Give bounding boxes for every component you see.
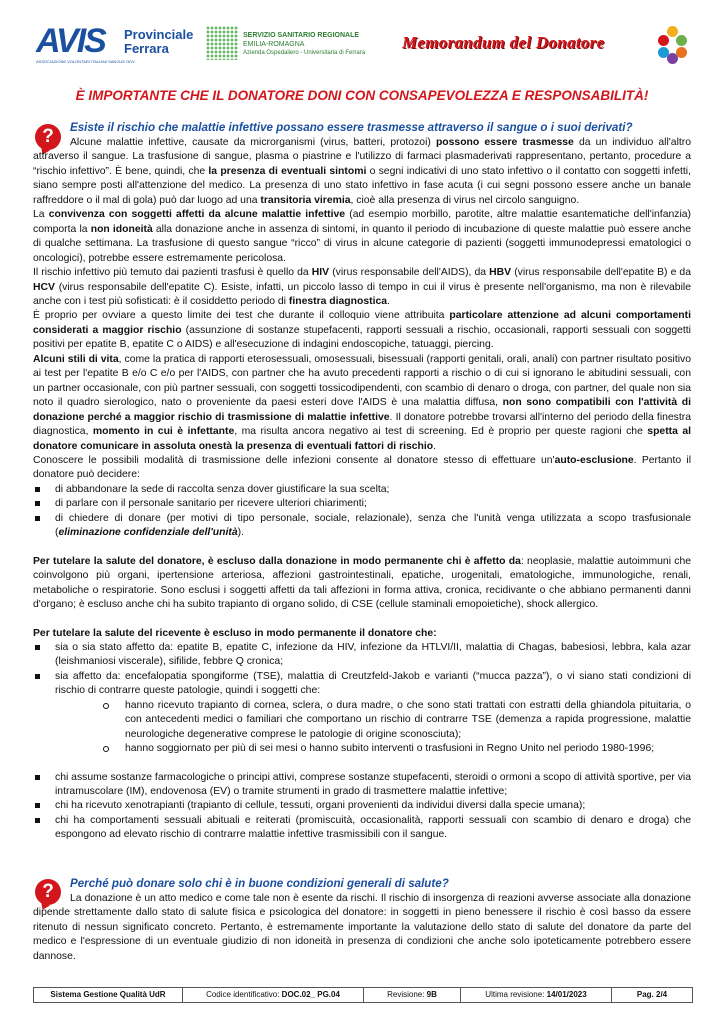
question-icon: ?	[35, 124, 61, 150]
memorandum-title: Memorandum del Donatore	[402, 33, 605, 52]
recipient-protection-heading: Per tutelare la salute del ricevente è escluso in modo permanente il donatore che:	[33, 627, 437, 639]
main-title: È IMPORTANTE CHE IL DONATORE DONI CON CONSAPEVOLEZZA E RESPONSABILITÀ!	[75, 88, 649, 103]
sublist-item: hanno soggiornato per più di sei mesi o hanno subito interventi o trasfusioni in Regno Unito nel periodo 1980-1996;	[103, 742, 691, 756]
avis-logo-text: AVIS	[36, 22, 105, 60]
tse-sublist	[55, 699, 691, 757]
footer-revision: Revisione: 9B	[364, 988, 461, 1002]
ssr-label	[243, 31, 365, 58]
paragraph-self-exclusion: Conoscere le possibili modalità di trasmissione delle infezioni consente al donatore stesso di effettuare un'auto-esclusione. Pertanto il donatore può decidere:	[33, 454, 692, 481]
avis-logo-subtitle: ASSOCIAZIONE VOLONTARI ITALIANI SANGUE ODV	[36, 59, 135, 64]
list-item: sia o sia stato affetto da: epatite B, epatite C, infezione da HIV, infezione da HTLVI/II, malattia di Chagas, babesiosi, lebbra, kala azar (leishmaniosi viscerale), sifilide, febbre Q cronica;	[33, 641, 691, 670]
footer-page-number: Pag. 2/4	[636, 990, 668, 999]
avis-provincial-label	[124, 28, 193, 56]
health-paragraph-block	[33, 892, 691, 964]
provinciale-line: Provinciale	[124, 27, 194, 42]
paragraph-cohabitation: La convivenza con soggetti affetti da alcune malattie infettive (ad esempio morbillo, parotite, altre malattie esantematiche dell'infanzia) comporta la non idoneità alla donazione anche in assenza di sintomi, in quanto il periodo di incubazione di queste malattie può essere anche di qualche settimana. La trasfusione di questo sangue “ricco” di virus in alcune categorie di pazienti (soggetti immunodepressi ematologici o oncologici), potrebbe essere estremamente pericolosa.	[33, 209, 691, 264]
page-header	[30, 22, 700, 70]
document-footer	[33, 987, 693, 1003]
ssr-line-1: SERVIZIO SANITARIO REGIONALE	[243, 32, 360, 39]
footer-system: Sistema Gestione Qualità UdR	[34, 988, 183, 1002]
paragraph-viruses: Il rischio infettivo più temuto dai pazienti trasfusi è quello da HIV (virus responsabile dell'AIDS), da HBV (virus responsabile dell'epatite B) e da HCV (virus responsabile dell'epatite C). Esiste, infatti, un piccolo lasso di tempo in cui il virus è presente nell'organismo, ma non è rilevabile anche con i test più sofisticati: è il cosiddetto periodo di finestra diagnostica.	[33, 267, 691, 307]
list-item: sia affetto da: encefalopatia spongiforme (TSE), malattia di Creutzfeld-Jakob e varianti (“mucca pazza”), o vi siano stati condizioni di rischio di contrarre queste patologie, quindi i soggetti che: hanno ricevuto trapianto di cornea, sclera, o dura madre, o che sono stati trattati con estratti della ghiandola pituitaria, o con antecedenti medici o familiari che comportano un rischio di contrarre TSE (demenza a rapida progressione, malattie neurologiche degenerative comprese le patologie di origine sconosciuta); hanno soggiornato per più di sei mesi o hanno subito interventi o trasfusioni in Regno Unito nel periodo 1980-1996;	[33, 670, 691, 757]
ferrara-line: Ferrara	[124, 41, 169, 56]
question-heading-2: Perché può donare solo chi è in buone condizioni generali di salute?	[70, 877, 449, 890]
footer-code: Codice identificativo: DOC.02_ PG.04	[183, 988, 364, 1002]
main-body	[33, 136, 691, 843]
paragraph-donor-protection: Per tutelare la salute del donatore, è escluso dalla donazione in modo permanente chi è affetto da: neoplasie, malattie autoimmuni che coinvolgono più organi, ipertensione arteriosa, affezioni gastrointestinali, epatiche, urogenitali, ematologiche, immunologiche, renali, metaboliche o respiratorie. Sono esclusi i soggetti affetti da tali affezioni in forma attiva, cronica, recidivante o che abbiano permanenti danni d'organo; è escluso anche chi ha subito trapianto di organo solido, di CSE (cellule staminali emopoietiche), shock allergico.	[33, 555, 692, 611]
paragraph-health: La donazione è un atto medico e come tale non è esente da rischi. Il rischio di insorgenza di reazioni avverse associate alla donazione dipende strettamente dallo stato di salute fisica e psicologica del donatore: in soggetti in pieno benessere il rischio è così basso da essere ritenuto di nessun significato concreto. Pertanto, è estremamente importante la valutazione dello stato di salute del donatore da parte del medico e l'espressione di un eventuale giudizio di non idoneità in presenza di condizioni che anche solo ipoteticamente potrebbero essere dannose.	[33, 893, 691, 962]
paragraph-risk-behaviour: È proprio per ovviare a questo limite dei test che durante il colloquio viene attribuita particolare attenzione ad alcuni comportamenti considerati a maggior rischio (assunzione di sostanze stupefacenti, rapporti sessuali a rischio, occasionali, rapporti sessuali con soggetti positivi per epatite B, epatite C o AIDS) e all'esecuzione di indagini endoscopiche, tatuaggi, piercing.	[33, 310, 691, 351]
ssr-logo-icon	[206, 26, 238, 60]
recipient-exclusion-list	[33, 641, 691, 757]
sublist-item: hanno ricevuto trapianto di cornea, sclera, o dura madre, o che sono stati trattati con estratti della ghiandola pituitaria, o con antecedenti medici o familiari che comportano un rischio di contrarre TSE (demenza a rapida progressione, malattie neurologiche degenerative comprese le patologie di origine sconosciuta);	[103, 699, 691, 742]
avis-logo	[36, 22, 135, 64]
question-icon: ?	[35, 879, 61, 905]
list-item: chi ha ricevuto xenotrapianti (trapianto di cellule, tessuti, organi provenienti da individui diversi dalla specie umana);	[33, 799, 691, 813]
ssr-line-3: Azienda Ospedaliero - Universitaria di Ferrara	[243, 50, 366, 56]
list-item: di abbandonare la sede di raccolta senza dover giustificare la sua scelta;	[33, 483, 691, 497]
list-item: chi assume sostanze farmacologiche o principi attivi, comprese sostanze stupefacenti, steroidi o ormoni a scopo di attività sportive, per via intramuscolare (IM), endovenosa (EV) o tramite strumenti in grado di trasmettere malattie infettive;	[33, 771, 691, 800]
list-item: di chiedere di donare (per motivi di tipo personale, sociale, relazionale), senza che l'unità venga utilizzata a scopo trasfusionale (eliminazione confidenziale dell'unità).	[33, 512, 691, 541]
question-heading-1: Esiste il rischio che malattie infettive possano essere trasmesse attraverso il sangue o i suoi derivati?	[70, 121, 633, 134]
paragraph-infections: Alcune malattie infettive, causate da microrganismi (virus, batteri, protozoi) possono essere trasmesse da un individuo all'altro attraverso il sangue. La trasfusione di sangue, plasma o piastrine e l'utilizzo di farmaci plasmaderivati rappresentano, pertanto, procedure a “rischio infettivo”. È bene, quindi, che la presenza di eventuali sintomi o segni indicativi di uno stato infettivo o il contatto con soggetti infetti, siano sempre posti all'attenzione del medico. La presenza di uno stato infettivo in fase acuta (i cui segni possono essere anche un banale raffreddore o il mal di gola) può dar luogo ad una transitoria viremia, cioè alla presenza di virus nel circolo sanguigno.	[33, 137, 691, 206]
donor-options-list	[33, 483, 691, 541]
list-item: chi ha comportamenti sessuali abituali e reiterati (promiscuità, occasionalità, rapporti sessuali con scambio di denaro e droga) che espongono ad elevato rischio di contrarre malattie infettive trasmissibili con il sangue.	[33, 814, 691, 843]
list-item: di parlare con il personale sanitario per ricevere ulteriori chiarimenti;	[33, 497, 691, 511]
hexagon-logo-icon	[658, 26, 688, 62]
footer-last-revision: Ultima revisione: 14/01/2023	[461, 988, 612, 1002]
recipient-exclusion-list-2	[33, 771, 691, 843]
paragraph-lifestyles: Alcuni stili di vita, come la pratica di rapporti eterosessuali, omosessuali, bisessuali (rapporti genitali, orali, anali) con partner risultato positivo ai test per l'epatite B e/o C e/o per l'AIDS, con partner che ha avuto precedenti rapporti a rischio o di cui si ignorano le abitudini sessuali, con un partner occasionale, con più partner sessuali, con soggetti tossicodipendenti, con scambio di denaro o droga, con partner, del quale non sia noto il quadro sierologico, nato o proveniente da paesi esteri dove l'AIDS è una malattia diffusa, non sono compatibili con l'attività di donazione perché a maggior rischio di trasmissione di malattie infettive. Il donatore potrebbe trovarsi all'interno del periodo della finestra diagnostica, momento in cui è infettante, ma risulta ancora negativo ai test di screening. Ed è proprio per queste ragioni che spetta al donatore comunicare in assoluta onestà la presenza di eventuali fattori di rischio.	[33, 353, 692, 452]
ssr-line-2: EMILIA-ROMAGNA	[243, 41, 305, 48]
